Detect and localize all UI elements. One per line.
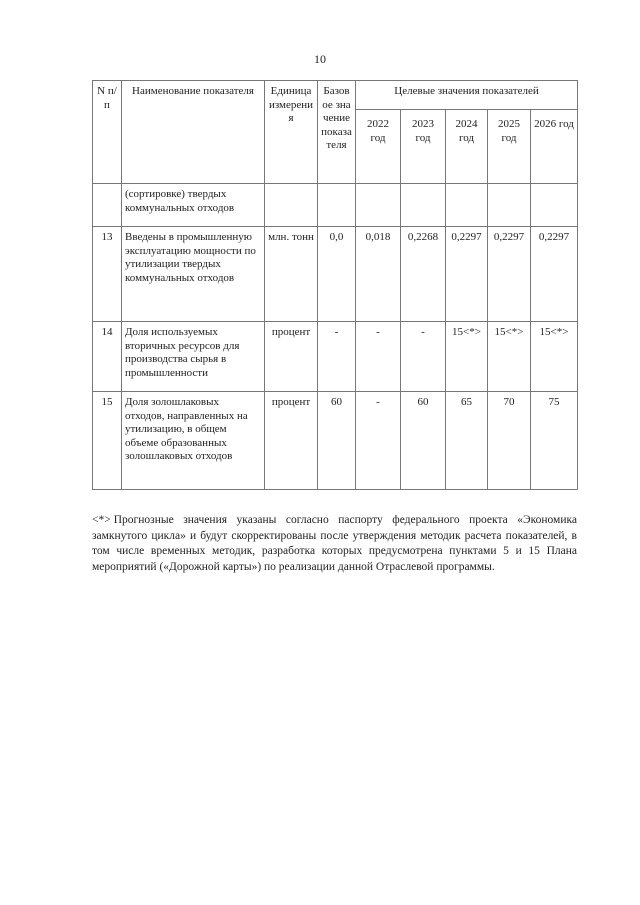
row-name: Доля золошлаковых отходов, направленных на утилизацию, в общем объеме образованных золошлаковых отходов xyxy=(122,392,265,490)
header-year: 2025 год xyxy=(488,110,531,184)
row-unit: процент xyxy=(265,322,318,392)
header-year: 2023 год xyxy=(401,110,446,184)
row-value-2026: 15<*> xyxy=(531,322,578,392)
header-year: 2022 год xyxy=(356,110,401,184)
header-base: Базовое значение показателя xyxy=(318,81,356,184)
row-value-2025: 15<*> xyxy=(488,322,531,392)
row-value-2024 xyxy=(446,184,488,227)
header-unit: Единица измерения xyxy=(265,81,318,184)
row-value-2023: 0,2268 xyxy=(401,227,446,322)
row-value-2022: 0,018 xyxy=(356,227,401,322)
row-base: 0,0 xyxy=(318,227,356,322)
row-value-2024: 0,2297 xyxy=(446,227,488,322)
row-value-2023: - xyxy=(401,322,446,392)
header-year: 2026 год xyxy=(531,110,578,184)
row-value-2023 xyxy=(401,184,446,227)
table-row xyxy=(93,184,578,227)
row-value-2026: 75 xyxy=(531,392,578,490)
row-value-2022: - xyxy=(356,322,401,392)
row-value-2025 xyxy=(488,184,531,227)
row-unit xyxy=(265,184,318,227)
page-number: 10 xyxy=(314,52,326,66)
row-unit: процент xyxy=(265,392,318,490)
row-value-2025: 0,2297 xyxy=(488,227,531,322)
row-value-2024: 65 xyxy=(446,392,488,490)
row-unit: млн. тонн xyxy=(265,227,318,322)
header-number: N п/п xyxy=(93,81,122,184)
row-value-2026 xyxy=(531,184,578,227)
row-value-2026: 0,2297 xyxy=(531,227,578,322)
row-value-2022 xyxy=(356,184,401,227)
footnote-text: Прогнозные значения указаны согласно паспорту федерального проекта «Экономика замкнутого цикла» и будут скорректированы после утверждения методик расчета показателей, в том числе временных методик, разработка которых предусмотрена пунктами 5 и 15 Плана мероприятий («Дорожной карты») по реализации данной Отраслевой программы. xyxy=(92,514,577,573)
row-base xyxy=(318,184,356,227)
row-name: (сортировке) твердых коммунальных отходов xyxy=(122,184,265,227)
row-base: - xyxy=(318,322,356,392)
table-row xyxy=(93,392,578,490)
table-row xyxy=(93,227,578,322)
row-value-2024: 15<*> xyxy=(446,322,488,392)
row-value-2022: - xyxy=(356,392,401,490)
row-number: 14 xyxy=(93,322,122,392)
table-row xyxy=(93,322,578,392)
row-value-2023: 60 xyxy=(401,392,446,490)
row-value-2025: 70 xyxy=(488,392,531,490)
footnote-mark: <*> xyxy=(92,514,111,526)
row-name: Введены в промышленную эксплуатацию мощности по утилизации твердых коммунальных отходов xyxy=(122,227,265,322)
indicators-table xyxy=(92,80,578,490)
row-number: 13 xyxy=(93,227,122,322)
row-base: 60 xyxy=(318,392,356,490)
footnote xyxy=(92,513,577,575)
row-number xyxy=(93,184,122,227)
header-year: 2024 год xyxy=(446,110,488,184)
header-target-values: Целевые значения показателей xyxy=(356,81,578,110)
row-name: Доля используемых вторичных ресурсов для производства сырья в промышленности xyxy=(122,322,265,392)
row-number: 15 xyxy=(93,392,122,490)
header-row xyxy=(93,81,578,110)
header-name: Наименование показателя xyxy=(122,81,265,184)
